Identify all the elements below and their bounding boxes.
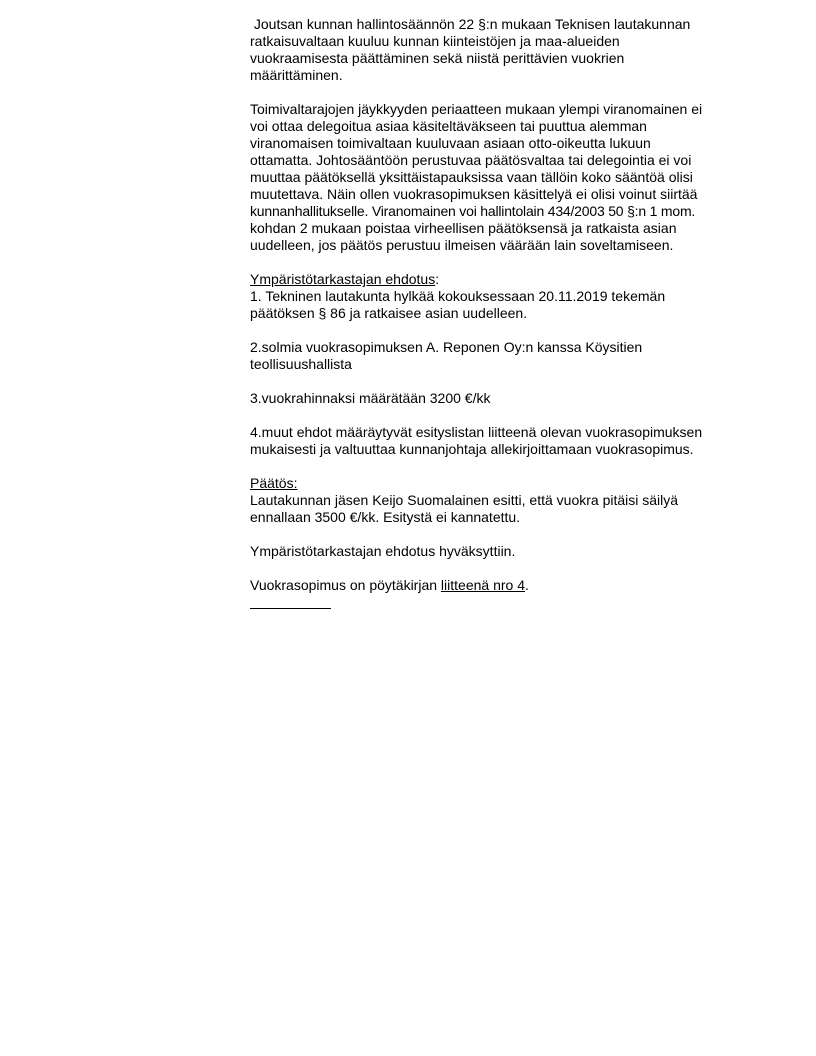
decision-approved: Ympäristötarkastajan ehdotus hyväksyttiin. [250, 543, 516, 559]
document-body [250, 16, 750, 609]
intro-paragraph [250, 16, 750, 84]
intro-line: vuokraamisesta päättäminen sekä niistä perittävien vuokrien [250, 50, 625, 66]
attachment-prefix: Vuokrasopimus on pöytäkirjan [250, 577, 441, 593]
attachment-link[interactable]: liitteenä nro 4 [440, 577, 525, 593]
proposal-item-2-line: teollisuushallista [250, 356, 352, 372]
competence-line: voi ottaa delegoitua asiaa käsiteltäväkseen tai puuttua alemman [250, 118, 647, 134]
decision-section [250, 475, 750, 594]
proposal-item-3: 3.vuokrahinnaksi määrätään 3200 €/kk [250, 390, 491, 406]
competence-line: ottamatta. Johtosääntöön perustuvaa päätösvaltaa tai delegointia ei voi [250, 152, 692, 168]
competence-paragraph [250, 101, 750, 254]
proposal-item-2-line: 2.solmia vuokrasopimuksen A. Reponen Oy:n kanssa Köysitien [250, 339, 643, 355]
intro-line: ratkaisuvaltaan kuuluu kunnan kiinteistöjen ja maa-alueiden [250, 33, 620, 49]
proposal-heading-colon: : [435, 271, 440, 287]
competence-line: muuttaa päätöksellä yksittäistapauksissa vaan tällöin koko sääntöä olisi [250, 169, 693, 185]
proposal-heading [250, 271, 750, 288]
proposal-item-1-line: päätöksen § 86 ja ratkaisee asian uudelleen. [250, 305, 528, 321]
decision-heading: Päätös: [250, 475, 298, 491]
competence-line: Toimivaltarajojen jäykkyyden periaatteen mukaan ylempi viranomainen ei [250, 101, 703, 117]
attachment-line [250, 577, 750, 594]
competence-line: kohdan 2 mukaan poistaa virheellisen päätöksensä ja ratkaista asian [250, 220, 677, 236]
competence-line: viranomaisen toimivaltaan kuuluvaan asiaan otto-oikeutta lukuun [250, 135, 651, 151]
intro-line: määrittäminen. [250, 67, 343, 83]
attachment-suffix: . [524, 577, 529, 593]
proposal-item-4-line: 4.muut ehdot määräytyvät esityslistan liitteenä olevan vuokrasopimuksen [250, 424, 703, 440]
decision-line: ennallaan 3500 €/kk. Esitystä ei kannatettu. [250, 509, 521, 525]
competence-line: kunnanhallitukselle. Viranomainen voi hallintolain 434/2003 50 §:n 1 mom. [250, 203, 696, 219]
proposal-item-1-line: 1. Tekninen lautakunta hylkää kokouksessaan 20.11.2019 tekemän [250, 288, 666, 304]
competence-line: muutettava. Näin ollen vuokrasopimuksen käsittelyä ei olisi voinut siirtää [250, 186, 698, 202]
proposal-heading-text: Ympäristötarkastajan ehdotus [250, 271, 436, 287]
end-divider [250, 600, 331, 609]
intro-line: Joutsan kunnan hallintosäännön 22 §:n mukaan Teknisen lautakunnan [250, 16, 691, 32]
proposal-item-4-line: mukaisesti ja valtuuttaa kunnanjohtaja allekirjoittamaan vuokrasopimus. [250, 441, 694, 457]
proposal-section [250, 271, 750, 458]
competence-line: uudelleen, jos päätös perustuu ilmeisen väärään lain soveltamiseen. [250, 237, 674, 253]
decision-line: Lautakunnan jäsen Keijo Suomalainen esitti, että vuokra pitäisi säilyä [250, 492, 679, 508]
